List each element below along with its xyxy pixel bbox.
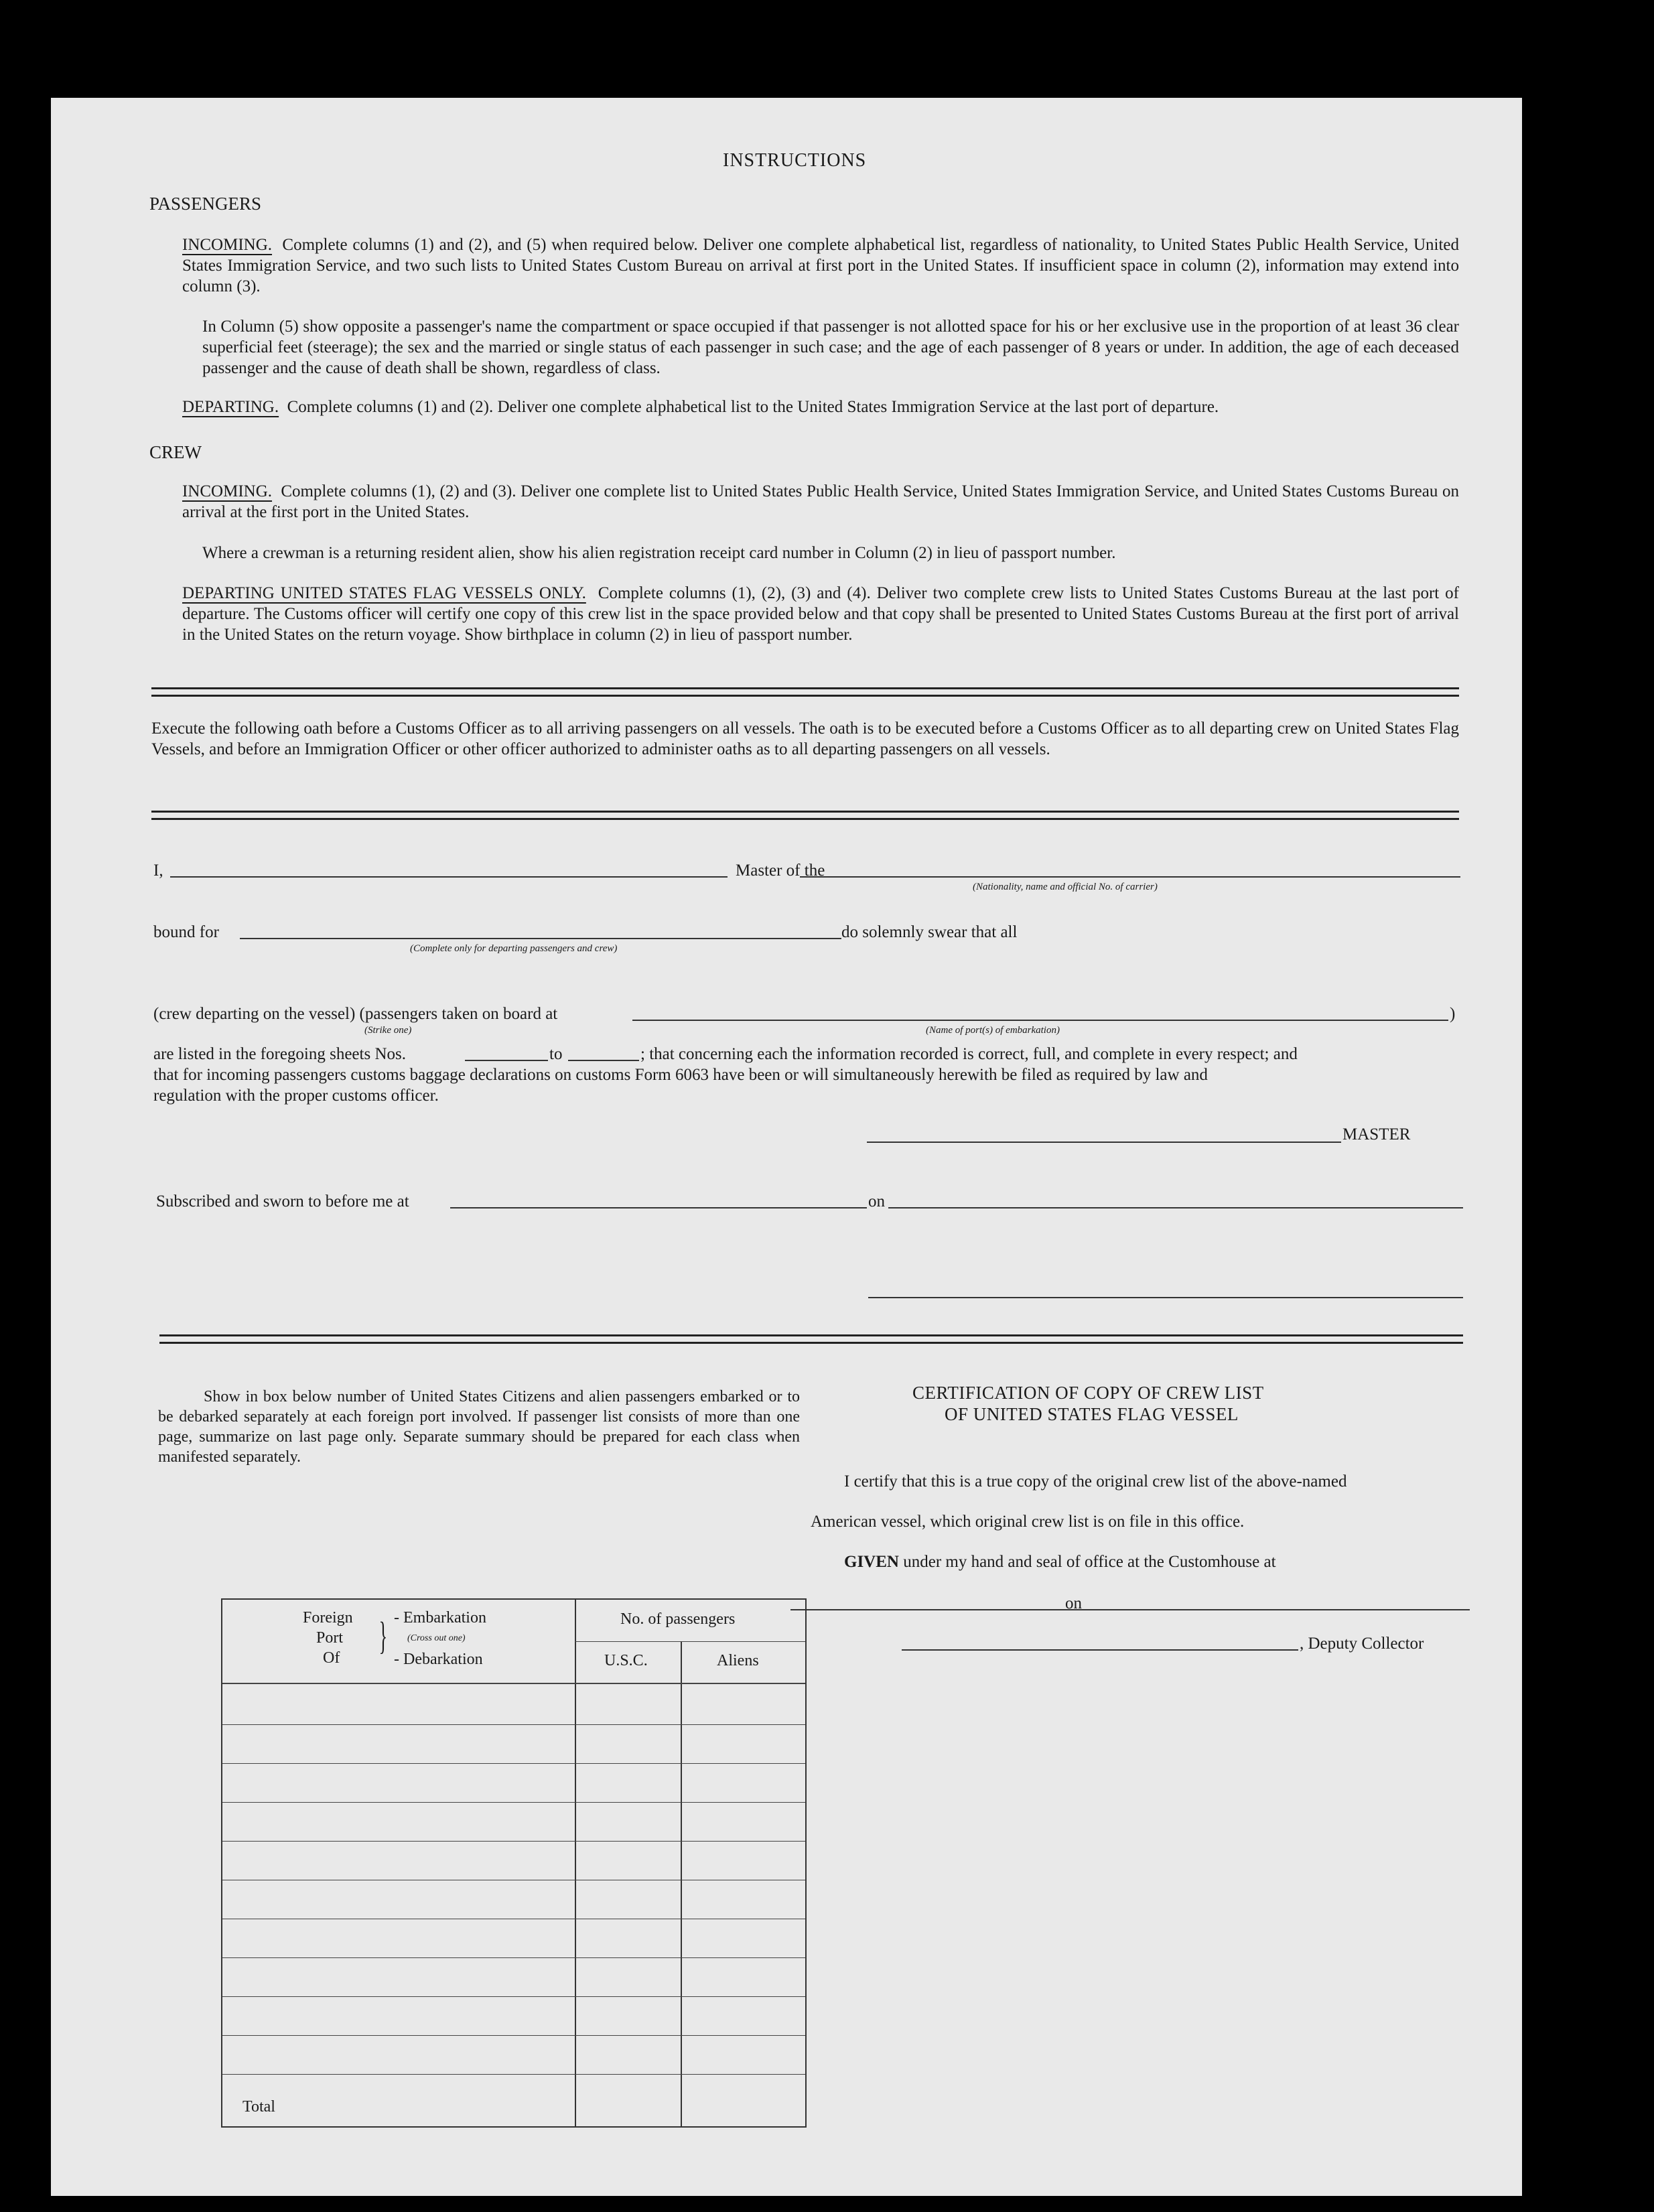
given-text: under my hand and seal of office at the Customhouse at bbox=[903, 1553, 1276, 1571]
total-label: Total bbox=[243, 2098, 275, 2116]
oath-intro-paragraph: Execute the following oath before a Customs Officer as to all arriving passengers on all vessels. The oath is to be executed before a Customs Officer as to all departing crew on United States Flag Vessels, and before an Immigration Officer or other officer authorized to administer oaths as to all departing passengers on all vessels. bbox=[151, 719, 1459, 758]
divider-1 bbox=[151, 687, 1459, 697]
table-row-line bbox=[222, 1841, 805, 1842]
deputy-collector-label: , Deputy Collector bbox=[1300, 1635, 1424, 1653]
sheet-to-line bbox=[568, 1060, 639, 1061]
summary-intro-paragraph: Show in box below number of United States Citizens and alien passengers embarked or to be debarked separately at each foreign port involved. If passenger list consists of more than one page, summarize on last page only. Separate summary should be prepared for each class when manifested separately. bbox=[158, 1388, 800, 1466]
listed-sheets-label: are listed in the foregoing sheets Nos. bbox=[153, 1045, 406, 1063]
header-cross-out: (Cross out one) bbox=[407, 1633, 466, 1643]
passenger-summary-table bbox=[221, 1598, 807, 2128]
master-signature-line bbox=[867, 1142, 1341, 1143]
subscribed-on-label: on bbox=[868, 1192, 885, 1211]
table-row-line bbox=[222, 1996, 805, 1997]
subscribed-label: Subscribed and sworn to before me at bbox=[156, 1192, 409, 1211]
ports-hint: (Name of port(s) of embarkation) bbox=[926, 1025, 1060, 1036]
given-label: GIVEN bbox=[844, 1553, 899, 1571]
bound-for-line bbox=[240, 938, 841, 939]
header-foreign: Foreign bbox=[303, 1609, 353, 1627]
crew-incoming-text: Complete columns (1), (2) and (3). Deliver one complete list to United States Public Health Service, United States Immigration Service, and United States Customs Bureau on arrival at the first port in the United States. bbox=[182, 482, 1459, 521]
header-embarkation: - Embarkation bbox=[394, 1609, 486, 1627]
table-subheader-line bbox=[575, 1641, 805, 1642]
master-name-line bbox=[170, 876, 728, 878]
master-of-label: Master of the bbox=[736, 861, 825, 880]
departing-text: Complete columns (1) and (2). Deliver one complete alphabetical list to the United States Immigration Service at the last port of departure. bbox=[287, 398, 1219, 416]
customhouse-place-line bbox=[790, 1609, 1108, 1610]
swear-label: do solemnly swear that all bbox=[841, 923, 1018, 941]
certify-line-1: I certify that this is a true copy of the original crew list of the above-named bbox=[844, 1472, 1347, 1491]
strike-hint: (Strike one) bbox=[364, 1025, 412, 1036]
divider-3 bbox=[159, 1334, 1463, 1344]
table-header-bottom bbox=[222, 1683, 805, 1684]
table-row-line bbox=[222, 2035, 805, 2036]
carrier-hint: (Nationality, name and official No. of carrier) bbox=[973, 882, 1158, 892]
header-debarkation: - Debarkation bbox=[394, 1651, 483, 1668]
ports-line bbox=[632, 1020, 1448, 1021]
table-row-line bbox=[222, 1724, 805, 1725]
sheet-from-line bbox=[465, 1060, 548, 1061]
header-aliens: Aliens bbox=[717, 1652, 759, 1669]
subscribed-date-line bbox=[888, 1207, 1463, 1208]
deputy-signature-line bbox=[902, 1649, 1298, 1651]
header-of: Of bbox=[323, 1649, 340, 1667]
passengers-departing-paragraph bbox=[182, 397, 1459, 417]
crew-incoming-label: INCOMING. bbox=[182, 482, 273, 500]
certify-line-2: American vessel, which original crew list is on file in this office. bbox=[811, 1513, 1245, 1531]
crewman-paragraph: Where a crewman is a returning resident alien, show his alien registration receipt card number in Column (2) in lieu of passport number. bbox=[202, 544, 1116, 562]
bound-for-hint: (Complete only for departing passengers and crew) bbox=[410, 943, 618, 954]
instructions-title: INSTRUCTIONS bbox=[723, 150, 867, 171]
certification-date-line bbox=[1084, 1609, 1470, 1610]
crew-departing-label: DEPARTING UNITED STATES FLAG VESSELS ONLY. bbox=[182, 584, 586, 602]
table-row-line bbox=[222, 1802, 805, 1803]
crew-heading: CREW bbox=[149, 442, 202, 462]
subscribed-place-line bbox=[450, 1207, 867, 1208]
table-row-line bbox=[222, 1763, 805, 1764]
departing-label: DEPARTING. bbox=[182, 398, 279, 416]
listed-line3: regulation with the proper customs officer. bbox=[153, 1087, 439, 1105]
table-col-divider-2 bbox=[681, 1641, 682, 2126]
listed-rest-label: ; that concerning each the information recorded is correct, full, and complete in every respect; and bbox=[640, 1045, 1298, 1063]
crew-incoming-paragraph bbox=[182, 481, 1459, 523]
close-paren: ) bbox=[1450, 1005, 1456, 1023]
passengers-incoming-paragraph bbox=[182, 234, 1459, 297]
header-port: Port bbox=[316, 1629, 344, 1647]
given-line bbox=[844, 1553, 1276, 1572]
certification-title-2: OF UNITED STATES FLAG VESSEL bbox=[945, 1404, 1239, 1424]
header-brace: } bbox=[378, 1614, 388, 1657]
passengers-heading: PASSENGERS bbox=[149, 194, 262, 214]
table-row-line bbox=[222, 2074, 805, 2075]
crew-departing-text: Complete columns (1), (2), (3) and (4). Deliver two complete crew lists to United States Customs Bureau at the last port of departure. The Customs officer will certify one copy of this crew list in the space provided below and that copy shall be presented to United States Customs Bureau at the first port of arrival in the United States on the return voyage. Show birthplace in column (2) in lieu of passport number. bbox=[182, 584, 1459, 644]
crew-departing-paragraph bbox=[182, 583, 1459, 645]
carrier-line bbox=[800, 876, 1460, 878]
strike-label: (crew departing on the vessel) (passengers taken on board at bbox=[153, 1005, 558, 1023]
certification-title-1: CERTIFICATION OF COPY OF CREW LIST bbox=[912, 1383, 1264, 1403]
table-row-line bbox=[222, 1957, 805, 1958]
header-no-passengers: No. of passengers bbox=[620, 1610, 736, 1628]
master-label: MASTER bbox=[1342, 1125, 1411, 1144]
bound-for-label: bound for bbox=[153, 923, 219, 941]
header-usc: U.S.C. bbox=[604, 1652, 648, 1669]
incoming-label: INCOMING. bbox=[182, 236, 273, 254]
table-col-divider-1 bbox=[575, 1600, 576, 2126]
column5-paragraph: In Column (5) show opposite a passenger's name the compartment or space occupied if that passenger is not allotted space for his or her exclusive use in the proportion of at least 36 clear superficial feet (steerage); the sex and the married or single status of each passenger in such case; and the age of each passenger of 8 years or under. In addition, the age of each deceased passenger and the cause of death shall be shown, regardless of class. bbox=[202, 318, 1459, 377]
listed-line2: that for incoming passengers customs baggage declarations on customs Form 6063 have been or will simultaneously herewith be filed as required by law and bbox=[153, 1066, 1208, 1084]
officer-signature-line bbox=[868, 1297, 1463, 1298]
document-page bbox=[51, 98, 1522, 2196]
certification-on-label: on bbox=[1065, 1594, 1082, 1612]
incoming-text: Complete columns (1) and (2), and (5) when required below. Deliver one complete alphabetical list, regardless of nationality, to United States Public Health Service, United States Immigration Service, and two such lists to United States Custom Bureau on arrival at first port in the United States. If insufficient space in column (2), information may extend into column (3). bbox=[182, 236, 1459, 295]
divider-2 bbox=[151, 811, 1459, 820]
listed-to-label: to bbox=[549, 1045, 563, 1063]
oath-i-label: I, bbox=[153, 861, 163, 880]
